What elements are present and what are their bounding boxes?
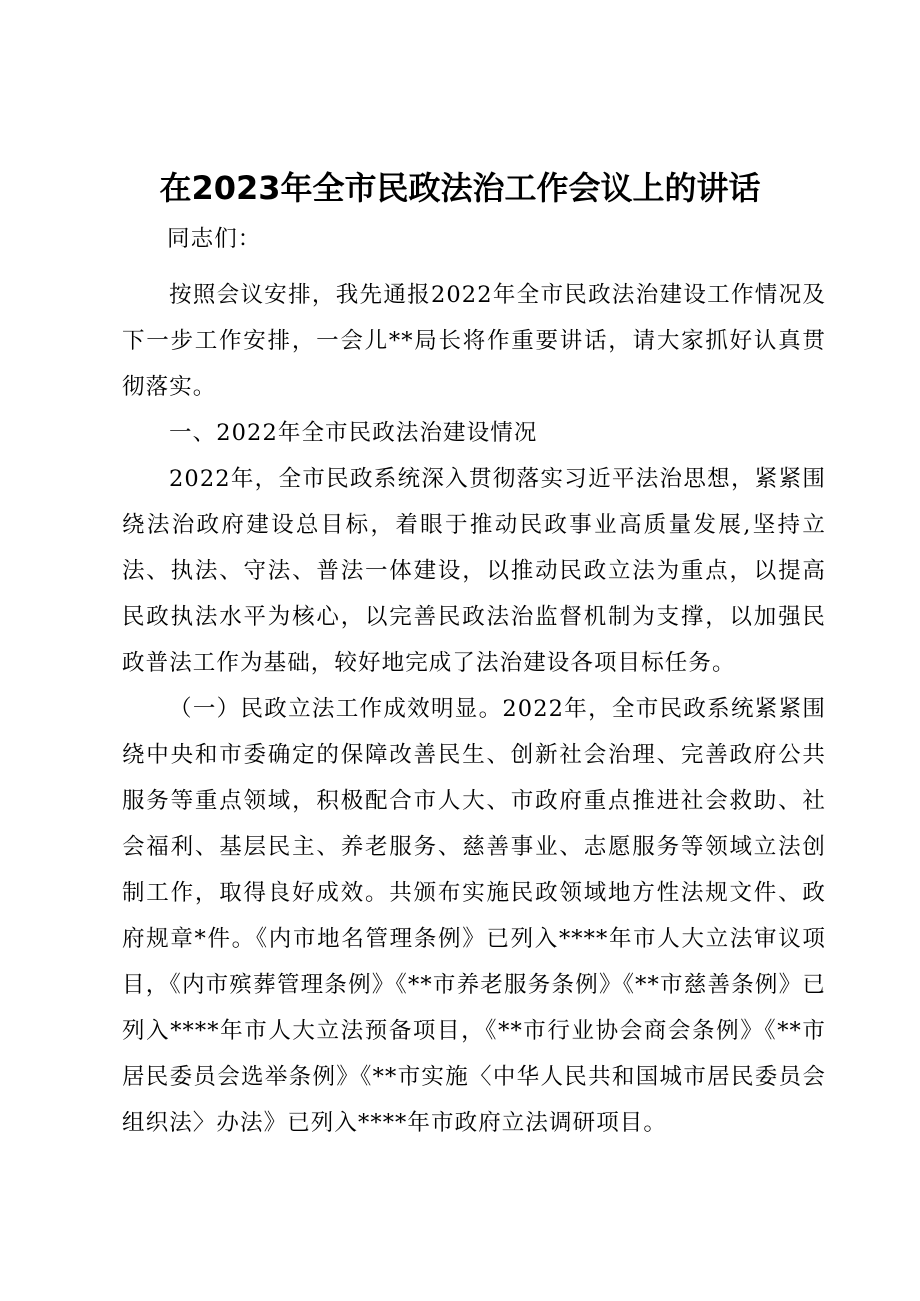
intro-paragraph: 按照会议安排，我先通报2022年全市民政法治建设工作情况及下一步工作安排，一会儿**局长将作重要讲话，请大家抓好认真贯彻落实。	[122, 282, 826, 400]
salutation: 同志们：	[167, 226, 262, 252]
document-title: 在2023年全市民政法治工作会议上的讲话	[159, 169, 761, 207]
subsection-one-paragraph	[122, 686, 826, 1146]
subsection-one-heading: （一）民政立法工作成效明显。	[169, 696, 503, 722]
section-one-paragraph: 2022年，全市民政系统深入贯彻落实习近平法治思想，紧紧围绕法治政府建设总目标，着眼于推动民政事业高质量发展,坚持立法、执法、守法、普法一体建设，以推动民政立法为重点，以提高民政执法水平为核心，以完善民政法治监督机制为支撑，以加强民政普法工作为基础，较好地完成了法治建设各项目标任务。	[122, 466, 826, 676]
subsection-one-body: 2022年，全市民政系统紧紧围绕中央和市委确定的保障改善民生、创新社会治理、完善政府公共服务等重点领域，积极配合市人大、市政府重点推进社会救助、社会福利、基层民主、养老服务、慈善事业、志愿服务等领域立法创制工作，取得良好成效。共颁布实施民政领域地方性法规文件、政府规章*件。《内市地名管理条例》已列入****年市人大立法审议项目，《内市殡葬管理条例》《**市养老服务条例》《**市慈善条例》已列入****年市人大立法预备项目，《**市行业协会商会条例》《**市居民委员会选举条例》《**市实施〈中华人民共和国城市居民委员会组织法〉办法》已列入****年市政府立法调研项目。	[122, 696, 826, 1136]
document-body	[122, 216, 826, 1146]
section-one-heading: 一、2022年全市民政法治建设情况	[169, 420, 538, 446]
